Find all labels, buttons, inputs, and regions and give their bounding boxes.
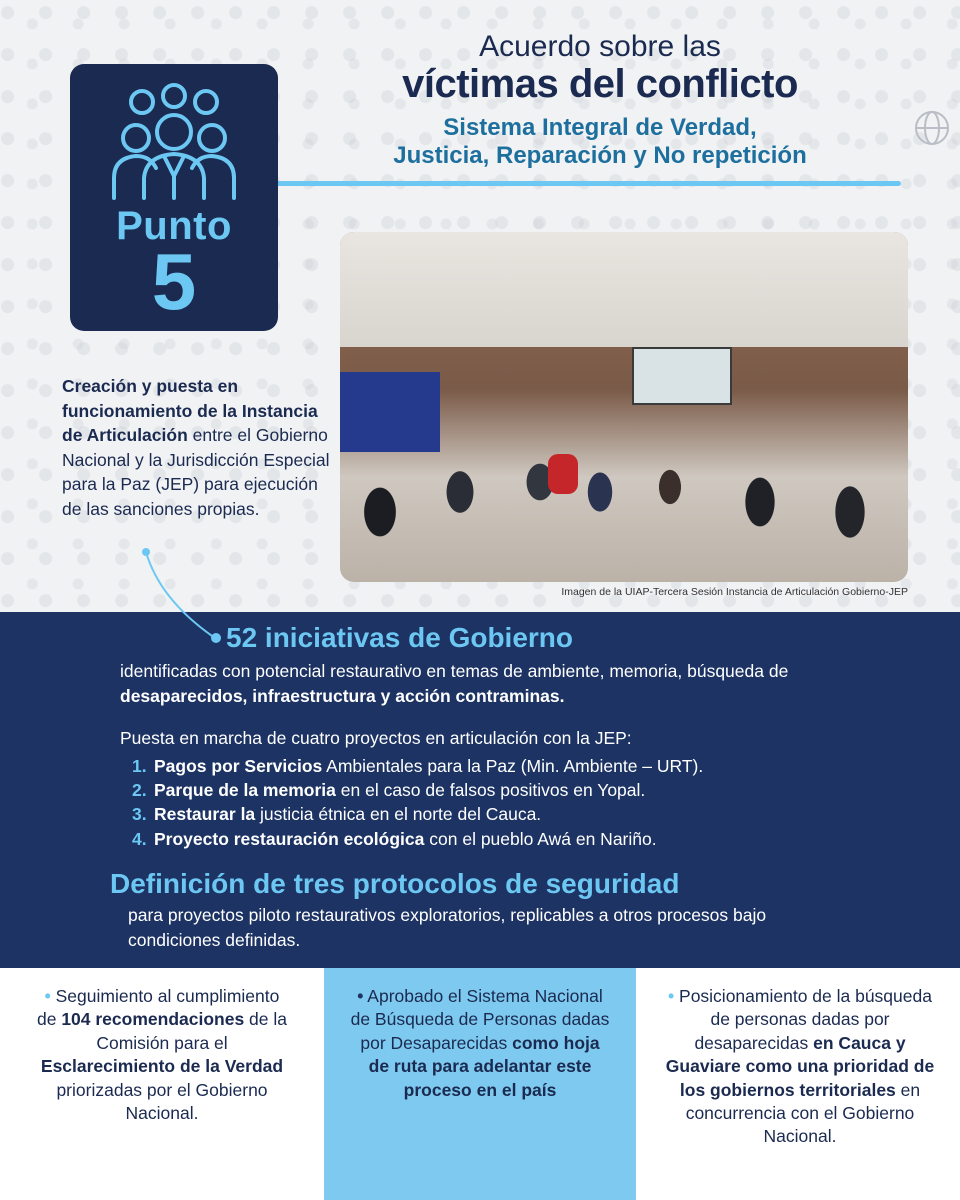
initiatives-desc-plain: identificadas con potencial restaurativo en temas de ambiente, memoria, búsqueda de — [120, 661, 789, 681]
list-item-bold: Restaurar la — [154, 804, 256, 825]
subtitle-line-1: Sistema Integral de Verdad, — [443, 114, 757, 141]
subtitle-line-2: Justicia, Reparación y No repetición — [393, 142, 807, 169]
list-item-number: 2. — [132, 780, 147, 801]
list-item-text: Ambientales para la Paz (Min. Ambiente – URT). — [322, 756, 704, 776]
c2-text-1: Aprobado el Sistema Nacional de Búsqueda de Personas dadas por Desaparecidas — [350, 986, 610, 1053]
photo-ceiling — [340, 232, 908, 347]
list-item-text: en el caso de falsos positivos en Yopal. — [335, 780, 646, 801]
photo-projection-screen — [632, 347, 732, 405]
list-item-text: justicia étnica en el norte del Cauca. — [255, 804, 542, 825]
badge-number: 5 — [151, 237, 197, 326]
intro-rest: entre el Gobierno Nacional y la Jurisdicción Especial para la Paz (JEP) para ejecución de las sanciones propias. — [62, 425, 330, 519]
c1-text-3: priorizadas por el Gobierno Nacional. — [56, 1079, 268, 1124]
column-search-system — [324, 968, 636, 1200]
photo-caption: Imagen de la UIAP-Tercera Sesión Instancia de Articulación Gobierno-JEP — [561, 586, 908, 598]
c1-bold-1: 104 recomendaciones — [61, 1009, 245, 1030]
c3-text-1: Posicionamiento de la búsqueda de personas dadas por desaparecidas — [674, 986, 932, 1053]
list-item — [132, 827, 703, 851]
c1-bold-2: Esclarecimiento de la Verdad — [40, 1056, 284, 1077]
bullet-icon: • — [357, 986, 364, 1006]
globe-icon — [912, 108, 952, 148]
list-item-number: 3. — [132, 804, 147, 825]
list-item-number: 4. — [132, 828, 147, 849]
c2-bold-1: como hoja de ruta para adelantar este proceso en el país — [368, 1032, 600, 1100]
list-item — [132, 754, 703, 778]
list-item-bold: Pagos por Servicios — [154, 756, 323, 776]
list-item-bold: Proyecto restauración ecológica — [154, 828, 425, 849]
projects-list — [132, 754, 703, 851]
title-underline — [236, 181, 901, 186]
bullet-icon: • — [44, 986, 51, 1006]
bullet-icon: • — [668, 986, 675, 1006]
meeting-photo — [340, 232, 908, 582]
protocols-description: para proyectos piloto restaurativos exploratorios, replicables a otros procesos bajo condiciones definidas. — [128, 905, 767, 950]
initiatives-description — [120, 659, 880, 708]
list-item — [132, 802, 703, 826]
column-territorial-priority — [636, 968, 960, 1200]
photo-attendees — [340, 432, 908, 582]
subtitle — [330, 114, 870, 170]
initiatives-heading: 52 iniciativas de Gobierno — [226, 622, 574, 653]
list-item-text: con el pueblo Awá en Nariño. — [424, 828, 657, 849]
list-item-number: 1. — [132, 756, 147, 776]
badge-label: Punto — [116, 204, 232, 248]
c3-bold-1: en Cauca y Guaviare como una prioridad de los gobiernos territoriales — [665, 1032, 935, 1100]
protocols-heading: Definición de tres protocolos de seguridad — [110, 868, 680, 899]
c1-text-1: Seguimiento al cumplimiento de — [36, 986, 280, 1030]
connector-line — [0, 0, 260, 660]
title-line-2: víctimas del conflicto — [402, 62, 798, 106]
c1-text-2: de la Comisión para el — [96, 1009, 287, 1053]
photo-attendee-red — [548, 454, 578, 494]
c3-text-2: en concurrencia con el Gobierno Nacional. — [685, 1079, 921, 1147]
initiatives-desc-bold: desaparecidos, infraestructura y acción contraminas. — [120, 685, 565, 706]
list-item-bold: Parque de la memoria — [154, 780, 336, 801]
column-recommendations — [0, 968, 324, 1200]
list-item — [132, 778, 703, 802]
projects-intro: Puesta en marcha de cuatro proyectos en articulación con la JEP: — [120, 728, 632, 748]
title-line-1: Acuerdo sobre las — [479, 30, 721, 63]
intro-bold: Creación y puesta en funcionamiento de la Instancia de Articulación — [62, 376, 318, 446]
